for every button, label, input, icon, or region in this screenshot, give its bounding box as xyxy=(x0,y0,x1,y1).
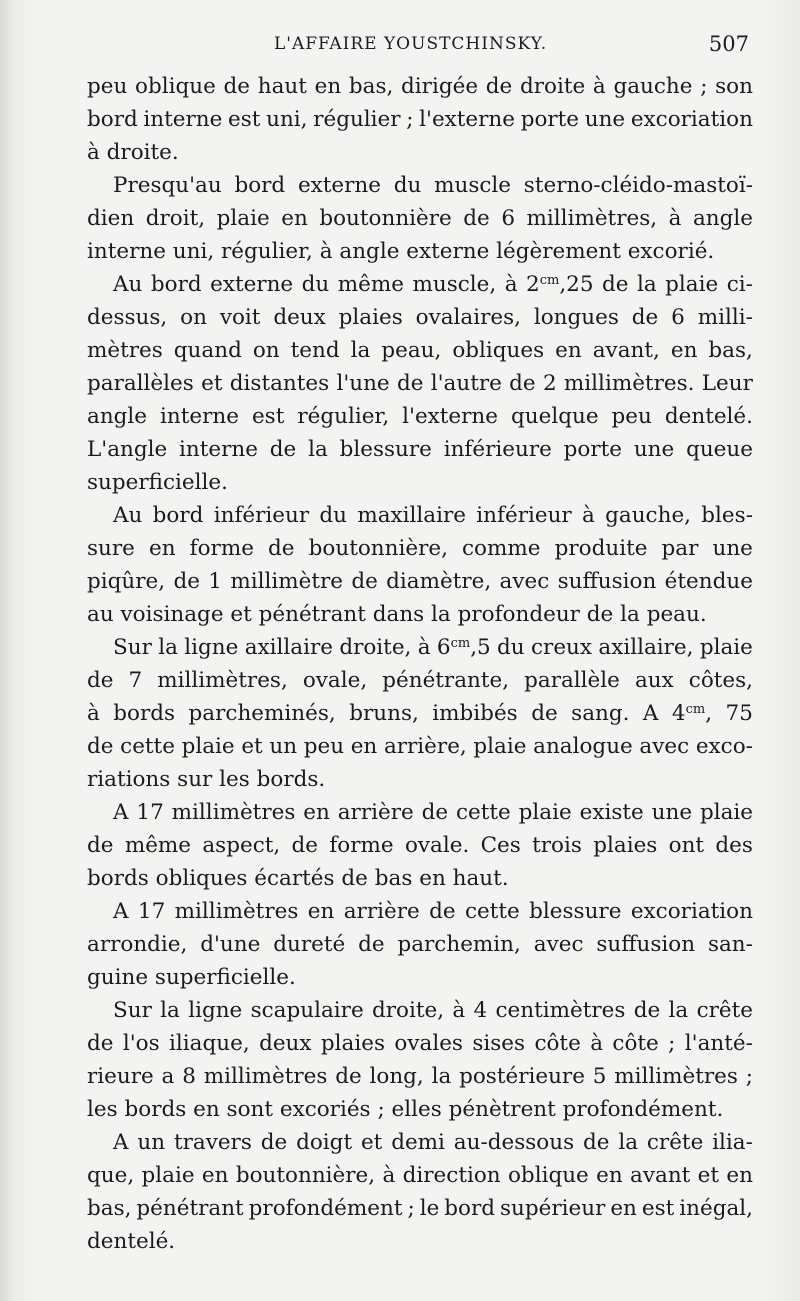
text-line: sure en forme de boutonnière, comme produite par une xyxy=(87,536,753,561)
text-line: bord interne est uni, régulier ; l'externe porte une excoriation xyxy=(87,107,753,132)
text-line: L'angle interne de la blessure inférieure porte une queue xyxy=(87,437,753,462)
text-line: rieure a 8 millimètres de long, la postérieure 5 millimètres ; xyxy=(87,1064,753,1089)
page-number: 507 xyxy=(708,32,749,56)
text-line: Sur la ligne scapulaire droite, à 4 centimètres de la crête xyxy=(113,998,753,1023)
text-line: Au bord inférieur du maxillaire inférieur à gauche, bles- xyxy=(113,503,753,528)
text-line: riations sur les bords. xyxy=(87,767,326,792)
text-line: à droite. xyxy=(87,140,179,165)
text-line: guine superficielle. xyxy=(87,965,296,990)
text-line: bas, pénétrant profondément ; le bord supérieur en est inégal, xyxy=(87,1196,753,1221)
text-line: dentelé. xyxy=(87,1229,176,1254)
text-line: A 17 millimètres en arrière de cette plaie existe une plaie xyxy=(113,800,753,825)
text-line: de l'os iliaque, deux plaies ovales sises côte à côte ; l'anté- xyxy=(87,1031,753,1056)
text-line: au voisinage et pénétrant dans la profondeur de la peau. xyxy=(87,602,707,627)
running-head: L'AFFAIRE YOUSTCHINSKY. xyxy=(274,34,548,54)
text-line: les bords en sont excoriés ; elles pénètrent profondément. xyxy=(87,1097,724,1122)
text-line: dessus, on voit deux plaies ovalaires, longues de 6 milli- xyxy=(87,305,753,330)
text-line: de même aspect, de forme ovale. Ces trois plaies ont des xyxy=(87,833,753,858)
text-line: de cette plaie et un peu en arrière, plaie analogue avec exco- xyxy=(87,734,753,759)
text-line: interne uni, régulier, à angle externe légèrement excorié. xyxy=(87,239,715,264)
text-line: A 17 millimètres en arrière de cette blessure excoriation xyxy=(113,899,753,924)
text-line: Au bord externe du même muscle, à $2^{cm},25$ de la plaie ci- xyxy=(113,272,753,297)
text-line: mètres quand on tend la peau, obliques en avant, en bas, xyxy=(87,338,753,363)
text-line: peu oblique de haut en bas, dirigée de droite à gauche ; son xyxy=(87,74,753,99)
text-line: superficielle. xyxy=(87,470,228,495)
text-line: bords obliques écartés de bas en haut. xyxy=(87,866,509,891)
text-line: arrondie, d'une dureté de parchemin, avec suffusion san- xyxy=(87,932,753,957)
text-line: dien droit, plaie en boutonnière de 6 millimètres, à angle xyxy=(87,206,753,231)
text-line: que, plaie en boutonnière, à direction oblique en avant et en xyxy=(87,1163,753,1188)
text-line: parallèles et distantes l'une de l'autre de 2 millimètres. Leur xyxy=(87,371,753,396)
text-line: A un travers de doigt et demi au-dessous de la crête ilia- xyxy=(113,1130,753,1155)
page-body-text xyxy=(87,70,753,1258)
text-line: de 7 millimètres, ovale, pénétrante, parallèle aux côtes, xyxy=(87,668,753,693)
text-line: à bords parcheminés, bruns, imbibés de sang. A $4^{cm}$, 75 xyxy=(87,701,753,726)
text-line: Sur la ligne axillaire droite, à $6^{cm},5$ du creux axillaire, plaie xyxy=(113,635,753,660)
text-line: Presqu'au bord externe du muscle sterno-cléido-mastoï- xyxy=(113,173,753,198)
text-line: angle interne est régulier, l'externe quelque peu dentelé. xyxy=(87,404,753,429)
page-header xyxy=(88,32,753,62)
text-line: piqûre, de 1 millimètre de diamètre, avec suffusion étendue xyxy=(87,569,753,594)
